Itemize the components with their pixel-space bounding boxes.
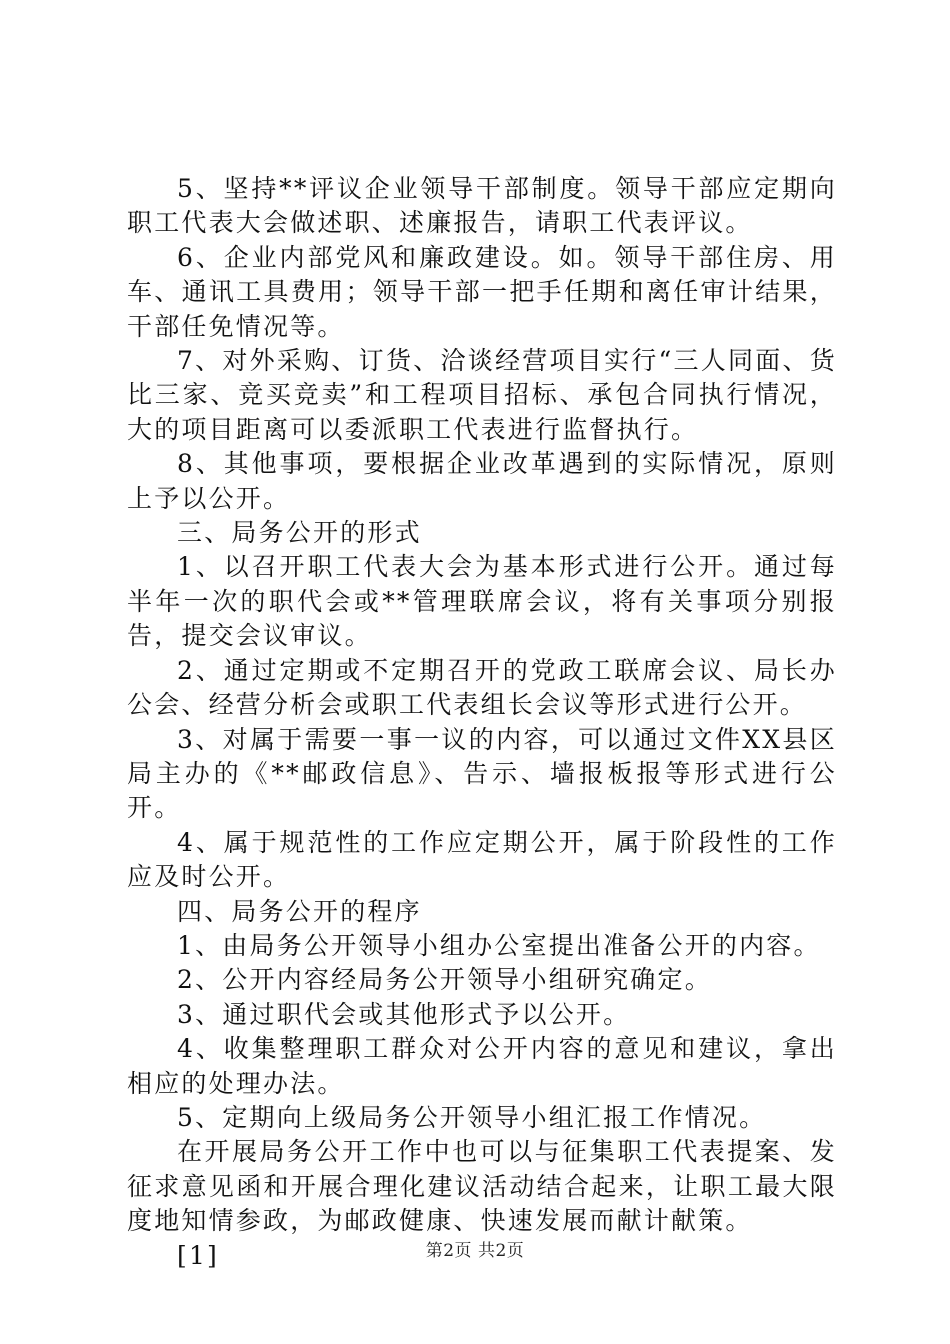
- paragraph-form-4: 4、属于规范性的工作应定期公开，属于阶段性的工作应及时公开。: [127, 827, 837, 892]
- page-number-footer: 第2页 共2页: [425, 1241, 525, 1261]
- footnote-reference: [1]: [177, 1240, 220, 1270]
- paragraph-form-3: 3、对属于需要一事一议的内容，可以通过文件XX县区局主办的《**邮政信息》、告示、墙报板报等形式进行公开。: [127, 724, 837, 823]
- paragraph-form-2: 2、通过定期或不定期召开的党政工联席会议、局长办公会、经营分析会或职工代表组长会议等形式进行公开。: [127, 655, 837, 720]
- section-heading-procedure: 四、局务公开的程序: [177, 896, 422, 926]
- section-heading-forms: 三、局务公开的形式: [177, 518, 422, 548]
- paragraph-procedure-2: 2、公开内容经局务公开领导小组研究确定。: [177, 965, 712, 995]
- paragraph-item-8-other: 8、其他事项，要根据企业改革遇到的实际情况，原则上予以公开。: [127, 449, 837, 513]
- paragraph-procedure-1: 1、由局务公开领导小组办公室提出准备公开的内容。: [177, 930, 821, 960]
- paragraph-item-5-review: 5、坚持**评议企业领导干部制度。领导干部应定期向职工代表大会做述职、述廉报告，请职工代表评议。: [127, 174, 837, 238]
- paragraph-form-1: 1、以召开职工代表大会为基本形式进行公开。通过每半年一次的职代会或**管理联席会议，将有关事项分别报告，提交会议审议。: [127, 552, 837, 651]
- paragraph-closing: 在开展局务公开工作中也可以与征集职工代表提案、发征求意见函和开展合理化建议活动结合起来，让职工最大限度地知情参政，为邮政健康、快速发展而献计献策。: [127, 1137, 837, 1236]
- document-body: [127, 172, 837, 1273]
- paragraph-item-6-integrity: 6、企业内部党风和廉政建设。如。领导干部住房、用车、通讯工具费用；领导干部一把手任期和离任审计结果，干部任免情况等。: [127, 242, 837, 341]
- paragraph-procedure-5: 5、定期向上级局务公开领导小组汇报工作情况。: [177, 1102, 767, 1132]
- paragraph-item-7-procurement: 7、对外采购、订货、洽谈经营项目实行“三人同面、货比三家、竞买竞卖”和工程项目招标、承包合同执行情况，大的项目距离可以委派职工代表进行监督执行。: [127, 346, 837, 444]
- paragraph-procedure-3: 3、通过职代会或其他形式予以公开。: [177, 999, 631, 1029]
- paragraph-procedure-4: 4、收集整理职工群众对公开内容的意见和建议，拿出相应的处理办法。: [127, 1034, 837, 1098]
